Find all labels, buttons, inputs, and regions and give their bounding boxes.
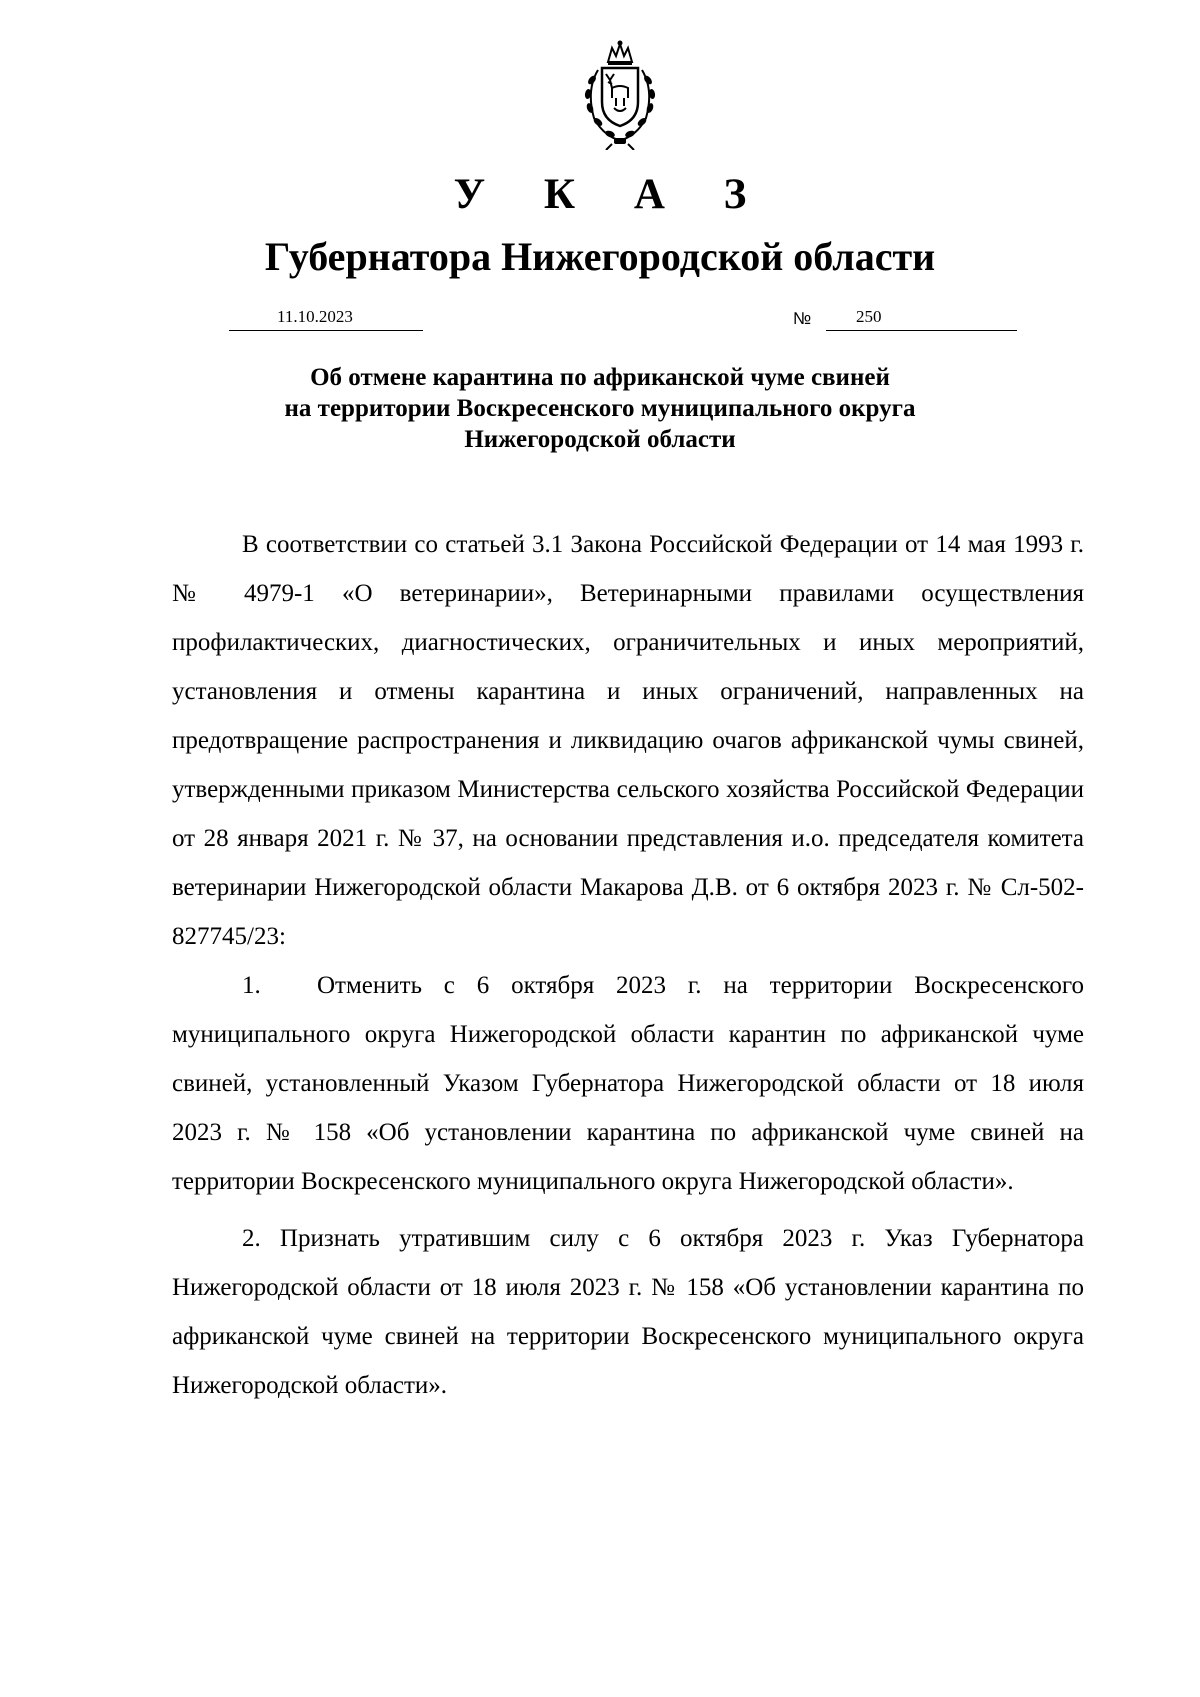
number-sign: № [793, 309, 812, 328]
preamble-paragraph: В соответствии со статьей 3.1 Закона Российской Федерации от 14 мая 1993 г. № 4979-1 «О ветеринарии», Ветеринарными правилами осуществления профилактических, диагностических, ограничительных и иных мероприятий, установления и отмены карантина и иных ограничений, направленных на предотвращение распространения и ликвидацию очагов африканской чумы свиней, утвержденными приказом Министерства сельского хозяйства Российской Федерации от 28 января 2021 г. № 37, на основании представления и.о. председателя комитета ветеринарии Нижегородской области Макарова Д.В. от 6 октября 2023 г. № Сл-502-827745/23: [172, 531, 1084, 950]
date-value: 11.10.2023 [277, 307, 353, 326]
number-value: 250 [856, 307, 882, 326]
title-line-2: на территории Воскресенского муниципального округа [284, 395, 916, 422]
date-field [229, 306, 423, 331]
item-1-paragraph [172, 961, 1084, 1206]
decree-heading: У К А З [453, 171, 771, 218]
item-1-number: 1. [242, 972, 261, 999]
coat-of-arms-icon [572, 40, 668, 150]
item-2-paragraph: 2. Признать утратившим силу с 6 октября 2023 г. Указ Губернатора Нижегородской области от 18 июля 2023 г. № 158 «Об установлении карантина по африканской чуме свиней на территории Воскресенского муниципального округа Нижегородской области». [172, 1225, 1084, 1399]
document-body [172, 520, 1084, 1410]
item-1-text: Отменить с 6 октября 2023 г. на территории Воскресенского муниципального округа Нижегородской области карантин по африканской чуме свиней, установленный Указом Губернатора Нижегородской области от 18 июля 2023 г. № 158 «Об установлении карантина по африканской чуме свиней на территории Воскресенского муниципального округа Нижегородской области». [172, 972, 1084, 1195]
issuing-authority: Губернатора Нижегородской области [264, 234, 936, 279]
document-title [150, 362, 1050, 455]
number-field [826, 306, 1017, 331]
title-line-1: Об отмене карантина по африканской чуме свиней [310, 364, 890, 391]
title-line-3: Нижегородской области [464, 426, 736, 453]
